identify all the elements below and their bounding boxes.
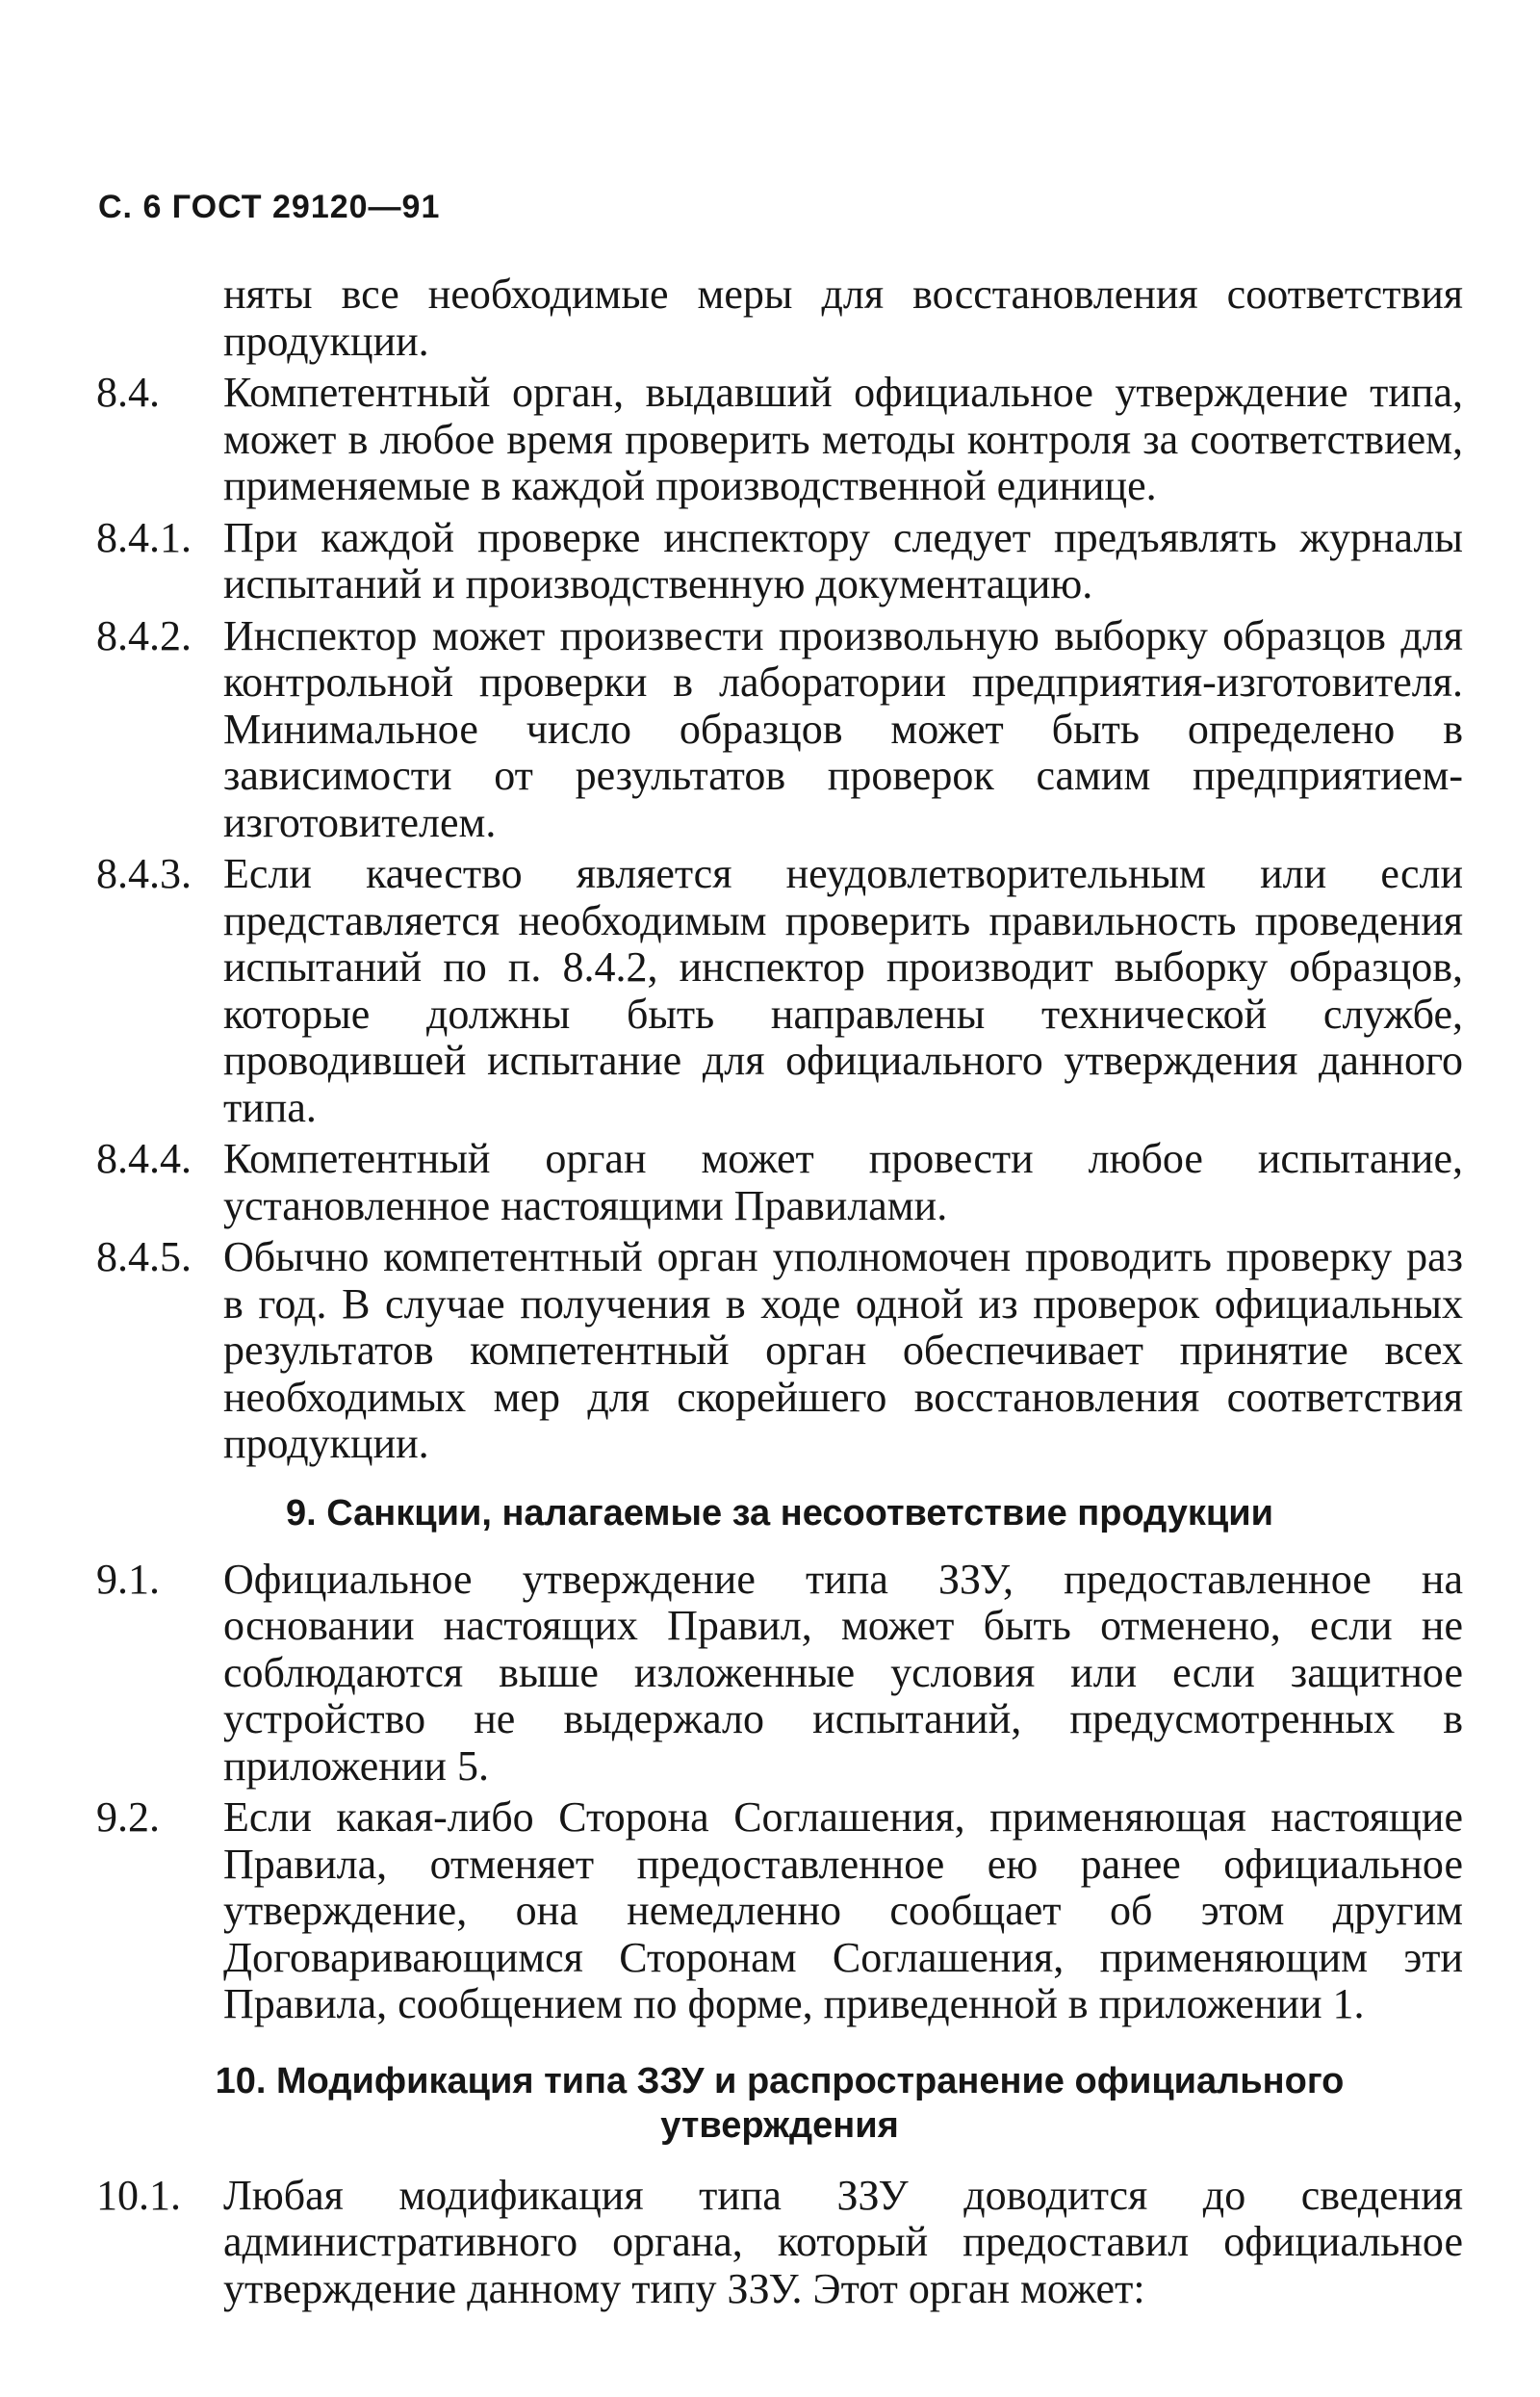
- clause-text: Компетентный орган, выдавший официальное утверждение типа, может в любое время проверить методы контроля за соответствием, применяемые в каждой производственной единице.: [223, 369, 1463, 509]
- clause-8-4-3: [96, 851, 1463, 1131]
- clause-number: 8.4.3.: [96, 850, 192, 897]
- section-8-items: [96, 370, 1463, 1468]
- section-10-heading: [96, 2059, 1463, 2148]
- clause-number: 10.1.: [96, 2171, 181, 2219]
- clause-number: 9.2.: [96, 1793, 160, 1841]
- clause-text: Любая модификация типа ЗЗУ доводится до сведения административного органа, который предоставил официальное утверждение данному типу ЗЗУ. Этот орган может:: [223, 2171, 1463, 2312]
- clause-text: Официальное утверждение типа ЗЗУ, предоставленное на основании настоящих Правил, может быть отменено, если не соблюдаются выше изложенные условия или если защитное устройство не выдержало испытаний, предусмотренных в приложении 5.: [223, 1555, 1463, 1790]
- clause-text: Инспектор может произвести произвольную выборку образцов для контрольной проверки в лаборатории предприятия-изготовителя. Минимальное число образцов может быть определено в зависимости от результатов проверок самим предприятием-изготовителем.: [223, 611, 1463, 846]
- clause-text: Если качество является неудовлетворительным или если представляется необходимым проверить правильность проведения испытаний по п. 8.4.2, инспектор производит выборку образцов, которые должны быть направлены технической службе, проводившей испытание для официального утверждения данного типа.: [223, 850, 1463, 1131]
- clause-text: Обычно компетентный орган уполномочен проводить проверку раз в год. В случае получения в ходе одной из проверок официальных результатов компетентный орган обеспечивает принятие всех необходимых мер для скорейшего восстановления соответствия продукции.: [223, 1233, 1463, 1467]
- clause-8-4-4: [96, 1136, 1463, 1229]
- paragraph-text: няты все необходимые меры для восстановления соответствия продукции.: [223, 271, 1463, 365]
- clause-number: 8.4.1.: [96, 513, 192, 561]
- clause-8-4: [96, 370, 1463, 510]
- section-10-heading-line-2: утверждения: [660, 2104, 899, 2146]
- clause-number: 8.4.2.: [96, 611, 192, 659]
- clause-9-2: [96, 1794, 1463, 2028]
- page-content: [96, 271, 1463, 2317]
- section-10-heading-line-1: 10. Модификация типа ЗЗУ и распространение официального: [215, 2060, 1345, 2101]
- clause-8-4-5: [96, 1234, 1463, 1468]
- section-9: [96, 1491, 1463, 2028]
- clause-8-4-1: [96, 515, 1463, 608]
- clause-9-1: [96, 1557, 1463, 1791]
- clause-text: При каждой проверке инспектору следует предъявлять журналы испытаний и производственную документацию.: [223, 513, 1463, 607]
- clause-number: 8.4.4.: [96, 1135, 192, 1182]
- section-9-heading: 9. Санкции, налагаемые за несоответствие продукции: [286, 1492, 1273, 1534]
- clause-text: Если какая-либо Сторона Соглашения, применяющая настоящие Правила, отменяет предоставленное ею ранее официальное утверждение, она немедленно сообщает об этом другим Договаривающимся Сторонам Соглашения, применяющим эти Правила, сообщением по форме, приведенной в приложении 1.: [223, 1793, 1463, 2027]
- running-header: С. 6 ГОСТ 29120—91: [98, 189, 441, 225]
- clause-number: 9.1.: [96, 1555, 160, 1603]
- clause-8-4-2: [96, 613, 1463, 847]
- section-10: [96, 2059, 1463, 2313]
- clause-number: 8.4.5.: [96, 1233, 192, 1280]
- clause-10-1: [96, 2173, 1463, 2313]
- continuation-paragraph: [96, 271, 1463, 365]
- clause-number: 8.4.: [96, 369, 160, 416]
- clause-text: Компетентный орган может провести любое испытание, установленное настоящими Правилами.: [223, 1135, 1463, 1229]
